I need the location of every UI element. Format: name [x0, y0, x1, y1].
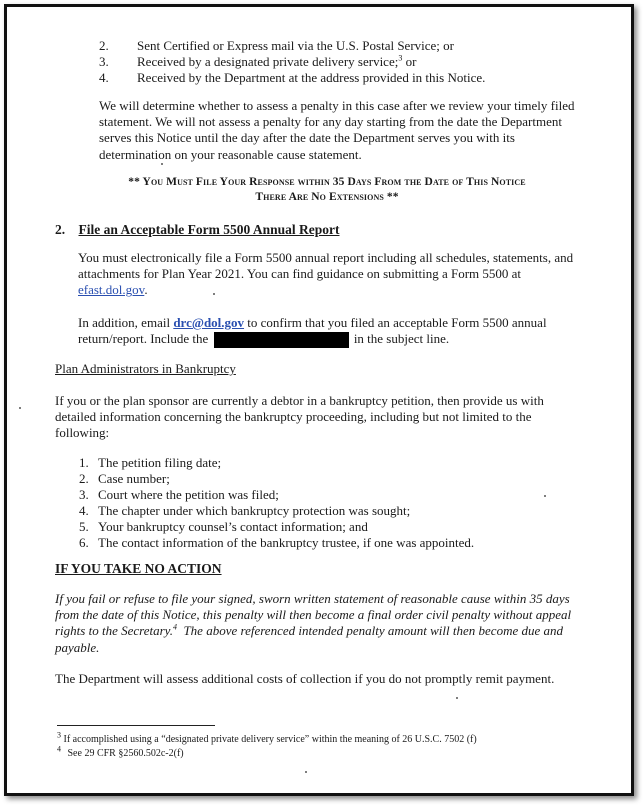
- paragraph-text: to confirm that you filed an acceptable Form 5500 annual return/report. Include the: [78, 315, 547, 347]
- footnote-mark: 4: [57, 744, 61, 754]
- list-number: 3.: [79, 487, 89, 502]
- list-number: 5.: [79, 519, 89, 534]
- paragraph-text: If you fail or refuse to file your signed, sworn written statement of reasonable cause within 35 days from the date of this Notice, this penalty will then become a final order civil penalty without appeal rights to the Secretary.: [55, 591, 572, 639]
- period: .: [144, 282, 148, 298]
- list-number: 4.: [79, 503, 89, 518]
- list-text: Received by a designated private delivery service;: [137, 54, 399, 69]
- form5500-paragraph: [78, 250, 578, 299]
- list-item: [79, 519, 579, 535]
- scan-speck: [161, 163, 163, 165]
- list-text: Case number;: [98, 471, 170, 486]
- bankruptcy-list: [79, 455, 579, 551]
- list-number: 2.: [99, 38, 109, 53]
- footnote: [57, 730, 477, 746]
- deadline-notice: [67, 175, 587, 205]
- footnote-ref: 4: [172, 623, 177, 633]
- paragraph-text: The above referenced intended penalty amount will then become due and payable.: [55, 623, 567, 655]
- footnote-ref: 3: [398, 53, 403, 63]
- scan-speck: [305, 771, 307, 773]
- list-text-tail: or: [402, 54, 417, 69]
- redaction-block: [214, 332, 349, 348]
- collection-costs-text: The Department will assess additional costs of collection if you do not promptly remit payment.: [55, 671, 555, 686]
- section-number: 2.: [55, 222, 66, 237]
- footnote-mark: 3: [57, 730, 61, 740]
- list-text: The petition filing date;: [98, 455, 222, 470]
- footnote-text: If accomplished using a “designated private delivery service” within the meaning of 26 U.S.C. 7502 (f): [63, 734, 477, 745]
- list-number: 3.: [99, 54, 109, 69]
- bankruptcy-heading: Plan Administrators in Bankruptcy: [55, 361, 236, 376]
- scan-speck: [544, 495, 546, 497]
- document-page: [4, 4, 634, 796]
- list-number: 2.: [79, 471, 89, 486]
- scan-speck: [213, 293, 215, 295]
- list-item: [79, 487, 579, 503]
- footnote-text: See 29 CFR §2560.502c-2(f): [67, 748, 184, 759]
- paragraph-text: In addition, email: [78, 315, 174, 330]
- list-text: The contact information of the bankruptcy trustee, if one was appointed.: [98, 535, 475, 550]
- notice-line-2: There Are No Extensions **: [255, 191, 399, 203]
- paragraph-text: You must electronically file a Form 5500 annual report including all schedules, statements, and attachments for Plan Year 2021. You can find guidance on submitting a Form 5500 at: [78, 250, 574, 282]
- efast-link[interactable]: efast.dol.gov: [78, 282, 145, 298]
- list-text: Received by the Department at the address provided in this Notice.: [137, 70, 486, 85]
- list-text: The chapter under which bankruptcy protection was sought;: [98, 503, 411, 518]
- bankruptcy-intro: If you or the plan sponsor are currently a debtor in a bankruptcy petition, then provide us with detailed information concerning the bankruptcy proceeding, including but not limited to the following:: [55, 393, 544, 441]
- list-number: 1.: [79, 455, 89, 470]
- list-item: [79, 471, 579, 487]
- list-text: Your bankruptcy counsel’s contact information; and: [98, 519, 368, 534]
- section-title: File an Acceptable Form 5500 Annual Report: [78, 222, 340, 237]
- list-item: [79, 503, 579, 519]
- notice-line-1: ** You Must File Your Response within 35 Days From the Date of This Notice: [128, 176, 526, 188]
- scan-speck: [19, 407, 21, 409]
- email-paragraph: [78, 315, 578, 348]
- no-action-paragraph: [55, 591, 585, 656]
- no-action-heading: IF YOU TAKE NO ACTION: [55, 561, 222, 576]
- footnote: [57, 744, 184, 760]
- penalty-paragraph: We will determine whether to assess a penalty in this case after we review your timely filed statement. We will not assess a penalty for any day starting from the date the Department serves this Notice until the day after the date the Department serves you with its determination on your reasonable cause statement.: [99, 98, 575, 162]
- email-link[interactable]: drc@dol.gov: [173, 315, 245, 330]
- scan-speck: [456, 697, 458, 699]
- list-text: Sent Certified or Express mail via the U.S. Postal Service; or: [137, 38, 454, 53]
- list-number: 6.: [79, 535, 89, 550]
- footnote-divider: [57, 725, 215, 726]
- list-number: 4.: [99, 70, 109, 85]
- paragraph-text: in the subject line.: [350, 331, 450, 347]
- list-item: [79, 535, 579, 551]
- section-heading: [55, 222, 339, 238]
- list-text: Court where the petition was filed;: [98, 487, 279, 502]
- list-item: [79, 455, 579, 471]
